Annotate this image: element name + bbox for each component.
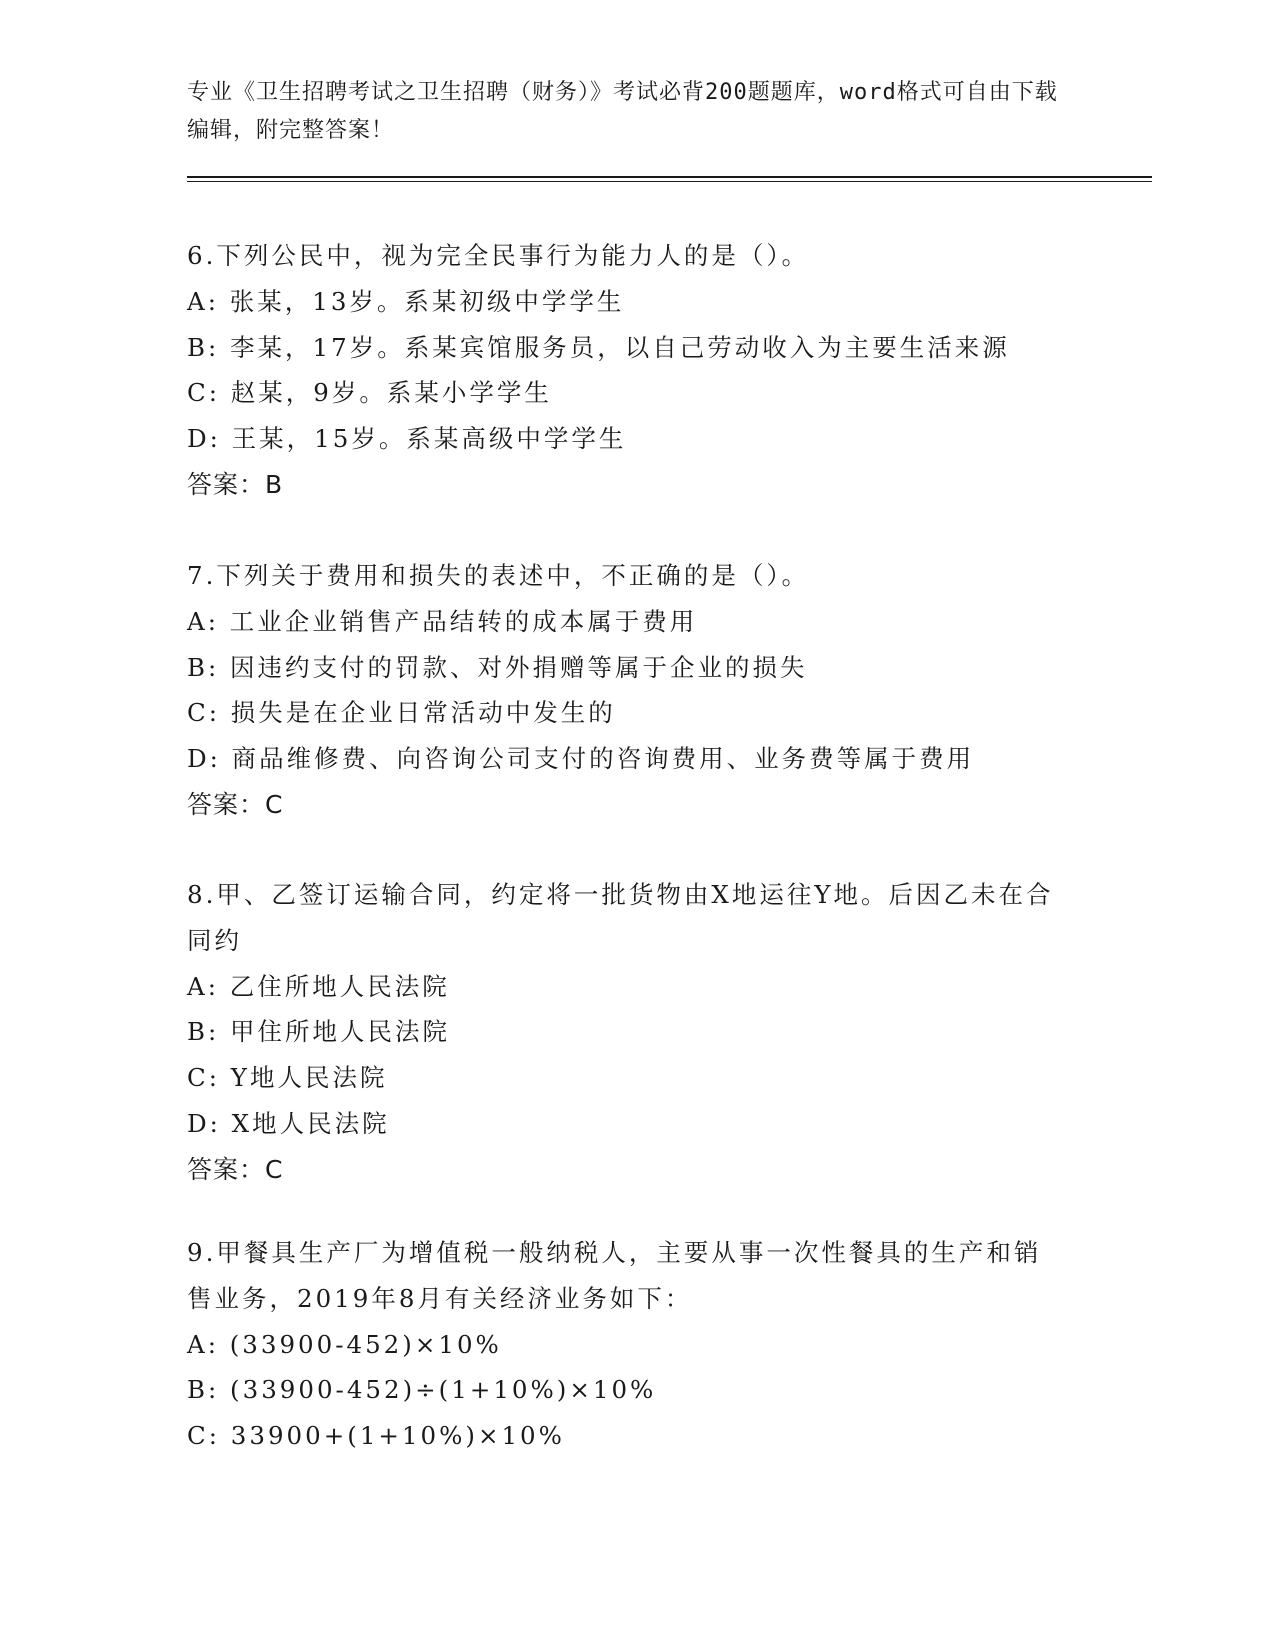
- option-b: B: 因违约支付的罚款、对外捐赠等属于企业的损失: [187, 652, 808, 682]
- question-stem: 6.下列公民中，视为完全民事行为能力人的是（）。: [187, 241, 810, 270]
- question-8: [187, 872, 1067, 1193]
- question-stem: 8.甲、乙签订运输合同，约定将一批货物由X地运往Y地。后因乙未在合同约: [187, 880, 1054, 955]
- option-b: B: 李某，17岁。系某宾馆服务员，以自己劳动收入为主要生活来源: [187, 332, 1010, 362]
- option-c: C: 赵某，9岁。系某小学学生: [187, 378, 552, 408]
- option-b: B: 甲住所地人民法院: [187, 1017, 451, 1047]
- question-7: [187, 553, 1067, 828]
- answer-line: 答案：B: [187, 469, 284, 499]
- option-a: A: 乙住所地人民法院: [187, 971, 450, 1001]
- document-intro: 专业《卫生招聘考试之卫生招聘（财务）》考试必背200题题库，word格式可自由下载编辑，附完整答案！: [187, 80, 1058, 143]
- answer-line: 答案：C: [187, 1154, 284, 1184]
- question-9: [187, 1230, 1067, 1459]
- option-c: C: 损失是在企业日常活动中发生的: [187, 698, 616, 728]
- option-d: D: X地人民法院: [187, 1108, 390, 1138]
- option-c: C: Y地人民法院: [187, 1063, 388, 1093]
- option-b: B: (33900-452)÷(1+10%)×10%: [187, 1375, 657, 1405]
- option-d: D: 商品维修费、向咨询公司支付的咨询费用、业务费等属于费用: [187, 744, 975, 774]
- option-a: A: (33900-452)×10%: [187, 1329, 502, 1359]
- question-stem: 7.下列关于费用和损失的表述中，不正确的是（）。: [187, 561, 810, 590]
- option-a: A: 工业企业销售产品结转的成本属于费用: [187, 606, 698, 636]
- answer-line: 答案：C: [187, 789, 284, 819]
- question-stem: 9.甲餐具生产厂为增值税一般纳税人，主要从事一次性餐具的生产和销售业务，2019年8月有关经济业务如下：: [187, 1238, 1042, 1313]
- header-divider-bottom: [187, 181, 1152, 182]
- option-c: C: 33900+(1+10%)×10%: [187, 1421, 565, 1451]
- option-d: D: 王某，15岁。系某高级中学学生: [187, 424, 627, 454]
- header-divider-top: [187, 176, 1152, 178]
- question-6: [187, 233, 1067, 508]
- option-a: A: 张某，13岁。系某初级中学学生: [187, 286, 625, 316]
